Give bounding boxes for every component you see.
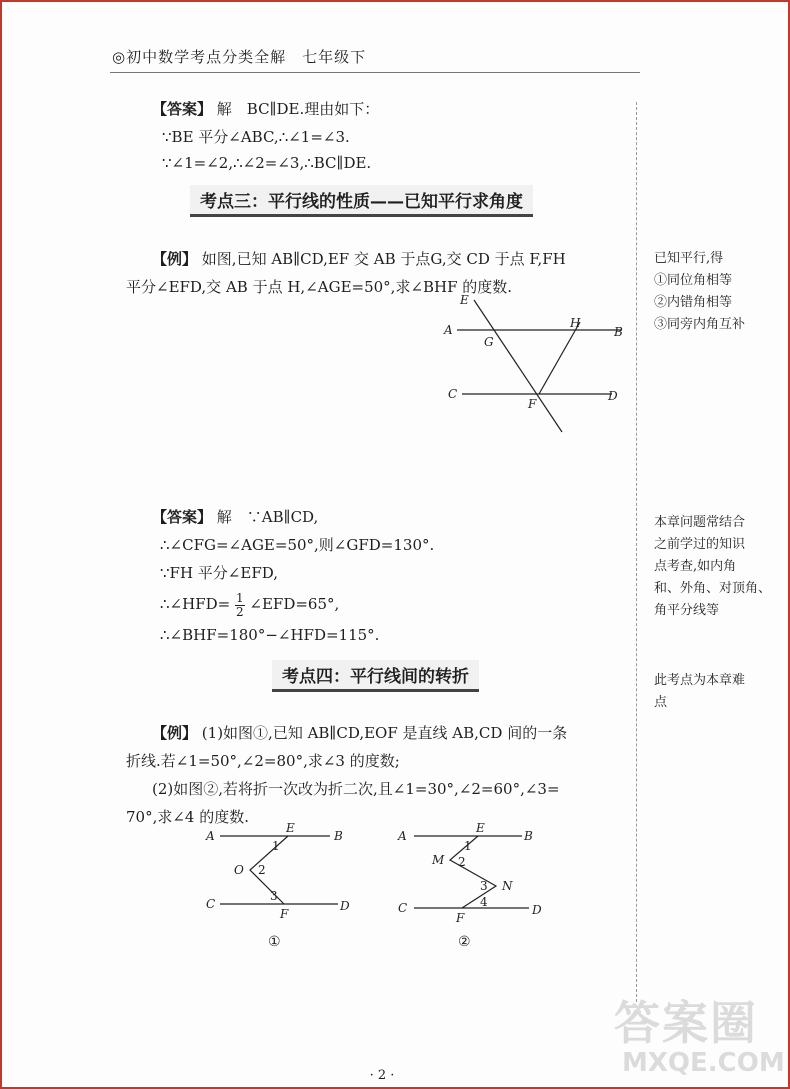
example-4-line-3: (2)如图②,若将折一次改为折二次,且∠1=30°,∠2=60°,∠3= [152,780,560,798]
example-3-text: 如图,已知 AB∥CD,EF 交 AB 于点G,交 CD 于点 F,FH [201,250,566,268]
label-f: F [528,397,537,411]
broken-line-emnf [450,836,496,908]
answer-tag: 【答案】 [152,100,213,118]
side-note-3-line: 此考点为本章难 [654,673,746,688]
broken-line-eof [250,836,288,904]
side-note-1 [654,248,745,336]
label-e: E [286,821,295,835]
label-a: A [206,829,215,843]
example-4-line-1 [152,718,567,748]
label-m: M [432,853,445,867]
angle-3-label: 3 [480,879,488,893]
label-o: O [234,863,244,877]
fraction-denominator: 2 [235,604,244,619]
answer-1-line-2: ∵BE 平分∠ABC,∴∠1=∠3. [162,128,350,146]
angle-2-label: 2 [258,863,266,877]
header-rule [110,72,640,73]
side-note-2-line: 点考查,如内角 [654,559,737,574]
label-c: C [398,901,408,915]
label-e: E [476,821,485,835]
line-ef [474,300,562,432]
label-d: D [532,903,542,917]
section-4-title: 考点四：平行线间的转折 [272,660,479,692]
fraction-half [235,592,245,619]
label-b: B [614,325,623,339]
figure-parallel-lines [442,294,632,439]
side-note-2-line: 之前学过的知识 [654,537,746,552]
label-n: N [502,879,513,893]
label-b: B [524,829,533,843]
example-3-line-2: 平分∠EFD,交 AB 于点 H,∠AGE=50°,求∠BHF 的度数. [126,278,513,296]
figure-4-2 [394,818,554,958]
angle-4-label: 4 [480,895,488,909]
side-note-3-line: 点 [654,695,668,710]
label-d: D [608,389,618,403]
example-tag: 【例】 [152,724,198,742]
label-g: G [484,335,494,349]
answer-3-text: 解 ∵AB∥CD, [216,508,319,526]
answer-1-line-3: ∵∠1=∠2,∴∠2=∠3,∴BC∥DE. [162,154,372,172]
label-a: A [444,323,453,337]
angle-1-label: 1 [272,839,280,853]
label-a: A [398,829,407,843]
example-4-line-4: 70°,求∠4 的度数. [126,808,250,826]
label-e: E [460,294,469,307]
answer-tag: 【答案】 [152,508,213,526]
angle-1-label: 1 [464,839,472,853]
answer-1-text: 解 BC∥DE.理由如下： [216,100,380,118]
answer-3-line-2: ∴∠CFG=∠AGE=50°,则∠GFD=130°. [160,536,435,554]
side-note-2-line: 本章问题常结合 [654,515,746,530]
side-note-1-line: ③同旁内角互补 [654,317,746,332]
answer-3-line-3: ∵FH 平分∠EFD, [160,564,278,582]
side-note-1-line: 已知平行,得 [654,251,724,266]
running-header: ◎初中数学考点分类全解 七年级下 [112,48,367,66]
watermark-logo [614,998,785,1078]
answer-3-line-4a: ∴∠HFD= [160,595,231,613]
figure-caption: ① [268,934,281,950]
watermark-title: 答案圈 [614,996,758,1050]
label-b: B [334,829,343,843]
side-note-3 [654,670,745,714]
side-note-1-line: ②内错角相等 [654,295,733,310]
example-tag: 【例】 [152,250,198,268]
answer-3-line-1 [152,502,318,532]
margin-divider [636,102,637,1002]
page-number: · 2 · [369,1068,395,1083]
label-c: C [448,387,458,401]
section-3-title: 考点三：平行线的性质——已知平行求角度 [190,185,533,217]
figure-4-1 [200,818,360,958]
example-3-line-1 [152,244,566,274]
example-4-line-2: 折线.若∠1=50°,∠2=80°,求∠3 的度数; [126,752,400,770]
watermark-url: MXQE.COM [622,1048,785,1078]
answer-1-line-1 [152,94,379,124]
side-note-2-line: 角平分线等 [654,603,720,618]
angle-3-label: 3 [270,889,278,903]
angle-2-label: 2 [458,855,466,869]
label-d: D [340,899,350,913]
figure-caption: ② [458,934,471,950]
answer-3-line-4 [160,586,339,622]
label-f: F [280,907,289,921]
side-note-1-line: ①同位角相等 [654,273,733,288]
side-note-2-line: 和、外角、对顶角、 [654,581,772,596]
answer-3-line-5: ∴∠BHF=180°−∠HFD=115°. [160,626,380,644]
answer-3-line-4b: ∠EFD=65°, [249,595,340,613]
label-f: F [456,911,465,925]
line-fh [539,322,580,394]
label-h: H [570,316,581,330]
fraction-numerator: 1 [235,590,244,605]
label-c: C [206,897,216,911]
side-note-2 [654,512,771,622]
example-4-text: (1)如图①,已知 AB∥CD,EOF 是直线 AB,CD 间的一条 [201,724,568,742]
